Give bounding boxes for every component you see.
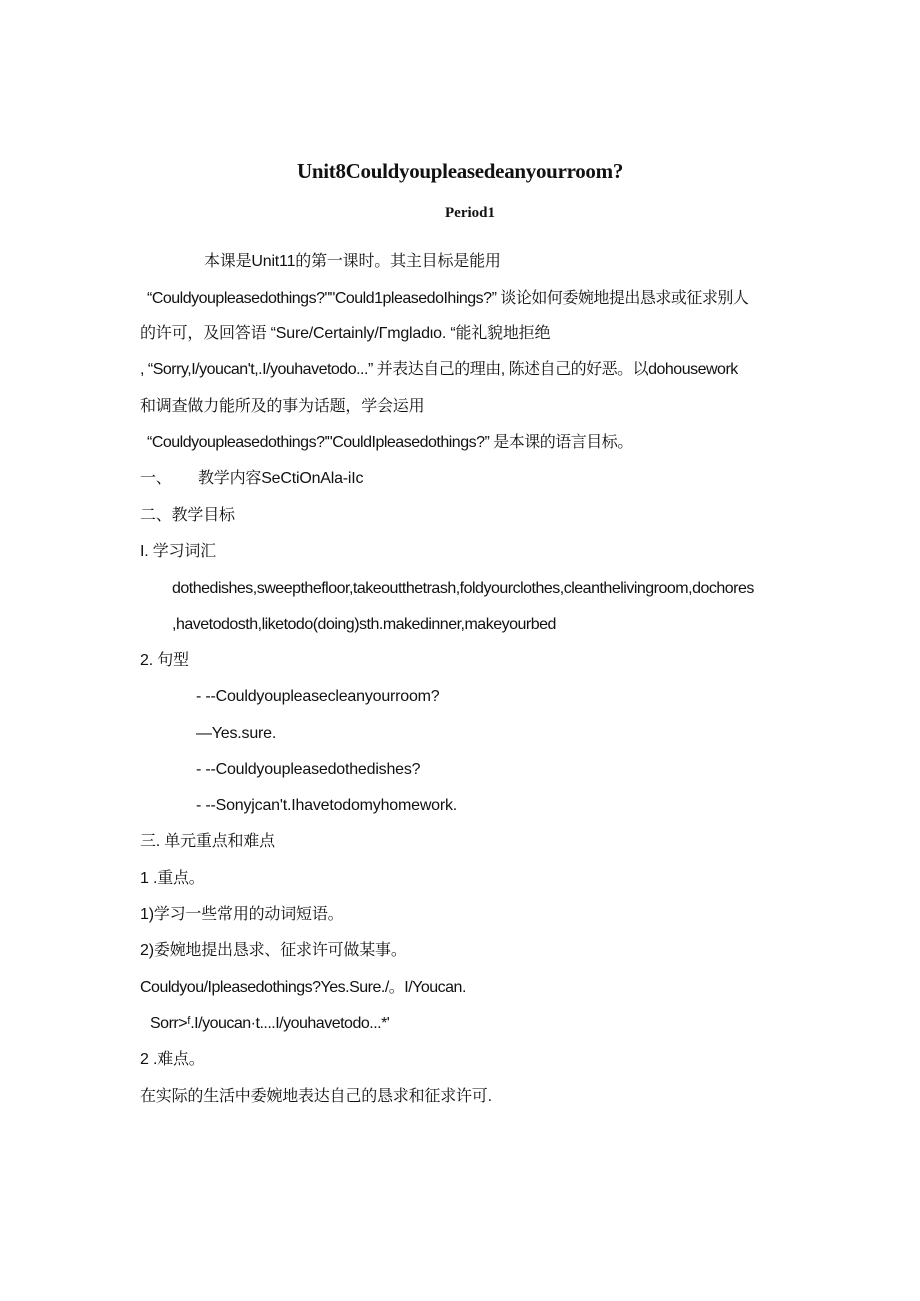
intro-line-1: 本课是Unit11的第一课时。其主目标是能用	[204, 253, 501, 270]
section-3-heading: 三. 单元重点和难点	[140, 833, 275, 850]
patterns-heading: 2. 句型	[140, 652, 189, 669]
intro-line-6: “Couldyoupleasedothings?'"CouldIpleasedothings?” 是本课的语言目标。	[147, 434, 633, 451]
vocab-line-1: dothedishes,sweepthefloor,takeoutthetrash,foldyourclothes,cleanthelivingroom,dochores	[172, 580, 754, 597]
pattern-line-3: - --Couldyoupleasedothedishes?	[196, 761, 421, 778]
key-point-3: Couldyou/Ipleasedothings?Yes.Sure./。I/Youcan.	[140, 979, 466, 996]
section-2-heading: 二、教学目标	[140, 507, 235, 524]
document-title: Unit8Couldyoupleasedeanyourroom?	[296, 159, 624, 183]
pattern-line-4: - --Sonyjcan't.Ihavetodomyhomework.	[196, 797, 458, 814]
period-label: Period1	[445, 205, 495, 221]
section-1-number: 一、	[140, 470, 172, 487]
intro-line-5: 和调查做力能所及的事为话题，学会运用	[140, 398, 425, 415]
pattern-line-2: —Yes.sure.	[196, 725, 277, 742]
section-1-text: 教学内容SeCtiOnAla-iIc	[198, 470, 364, 487]
vocab-line-2: ,havetodosth,liketodo(doing)sth.makedinner,makeyourbed	[172, 616, 556, 633]
difficult-points-heading: 2 .难点。	[140, 1051, 205, 1068]
key-point-4: Sorr>ᶠ.I/youcan·t....I/youhavetodo...*'	[150, 1015, 390, 1032]
key-points-heading: 1 .重点。	[140, 870, 205, 887]
difficult-points-text: 在实际的生活中委婉地表达自己的恳求和征求许可.	[140, 1088, 492, 1105]
intro-line-2: “Couldyoupleasedothings?""Could1pleasedoIhings?” 谈论如何委婉地提出恳求或征求别人	[147, 290, 749, 307]
intro-line-3: 的许可，及回答语 “Sure/Certainly/Γmgladιo. “能礼貌地拒绝	[140, 325, 551, 342]
key-point-1: 1)学习一些常用的动词短语。	[140, 906, 344, 923]
vocab-heading: I. 学习词汇	[140, 543, 216, 560]
intro-line-4: , “Sorry,I/youcan't,.I/youhavetodo...” 并表达自己的理由, 陈述自己的好恶。以dohousework	[140, 361, 738, 378]
pattern-line-1: - --Couldyoupleasecleanyourroom?	[196, 688, 440, 705]
key-point-2: 2)委婉地提出恳求、征求许可做某事。	[140, 942, 407, 959]
